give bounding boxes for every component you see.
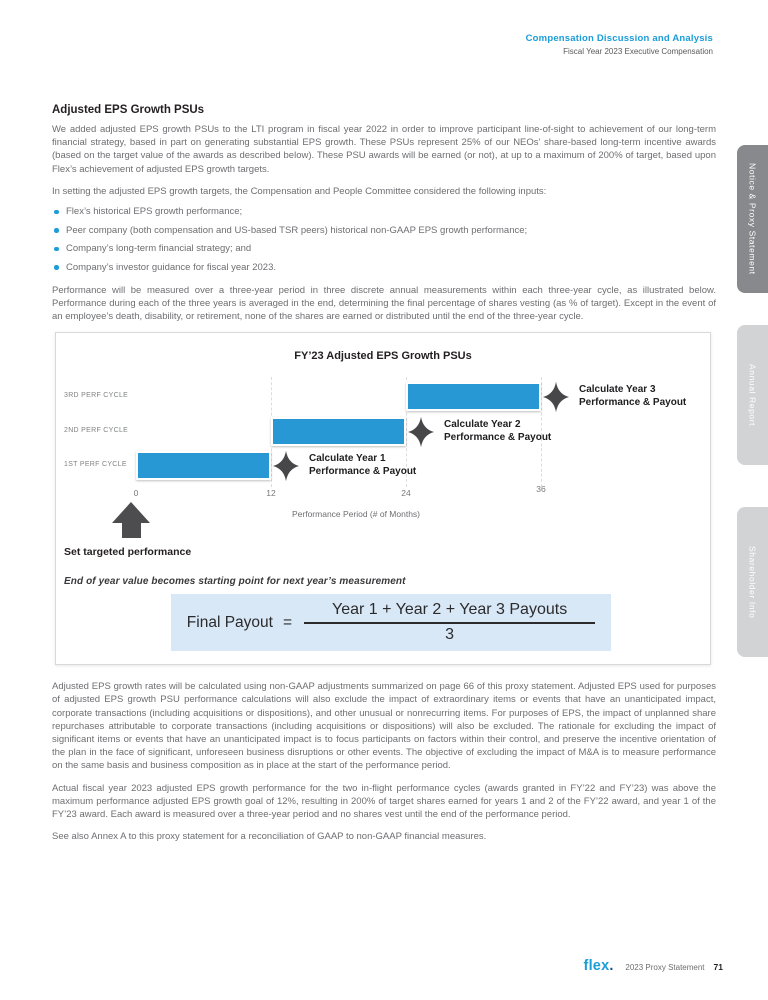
section-title: Compensation Discussion and Analysis xyxy=(525,33,713,44)
up-arrow-icon xyxy=(112,502,150,523)
callout-line: Calculate Year 3 xyxy=(579,384,656,396)
sparkle-icon xyxy=(543,381,569,413)
sidebar-tab-label: Notice & Proxy Statement xyxy=(747,163,758,275)
formula-equals: = xyxy=(282,613,293,631)
formula-numerator: Year 1 + Year 2 + Year 3 Payouts xyxy=(304,601,595,624)
inputs-bullet-list xyxy=(54,205,716,274)
paragraph-actual-performance: Actual fiscal year 2023 adjusted EPS growth performance for the two in-flight performance cycles (awards granted in FY’22 and FY’23) was above the maximum performance adjusted EPS growth goal of 12%, resulting in 200% of target shares earned for years 1 and 2 of the FY’22 award, and year 1 of the FY’23 award. Each award is measured over a three-year period and no shares vest until the end of the performance period. xyxy=(52,782,716,820)
bar-3rd-perf-cycle xyxy=(406,382,541,411)
page-footer xyxy=(584,957,723,975)
flex-logo: flex. xyxy=(583,958,614,974)
figure-note: End of year value becomes starting point for next year’s measurement xyxy=(64,576,406,588)
page-number: 71 xyxy=(713,962,723,972)
category-label-1st-cycle: 1ST PERF CYCLE xyxy=(64,461,127,469)
bar-2nd-perf-cycle xyxy=(271,417,406,446)
x-tick-36: 36 xyxy=(536,484,546,495)
page-title: Adjusted EPS Growth PSUs xyxy=(52,104,205,116)
chart-title: FY’23 Adjusted EPS Growth PSUs xyxy=(294,350,472,363)
list-item: Company’s investor guidance for fiscal year 2023. xyxy=(54,261,716,274)
sidebar-tab-label: Shareholder Info xyxy=(747,545,758,619)
sidebar-tab-notice-proxy[interactable] xyxy=(737,145,768,293)
footer-document-label: 2023 Proxy Statement xyxy=(625,963,705,972)
callout-line: Calculate Year 1 xyxy=(309,453,386,465)
section-subtitle: Fiscal Year 2023 Executive Compensation xyxy=(563,47,713,56)
sparkle-icon xyxy=(273,450,299,482)
callout-line: Performance & Payout xyxy=(444,432,552,444)
callout-year-1 xyxy=(309,452,416,478)
final-payout-formula-box xyxy=(171,594,611,651)
paragraph-measurement: Performance will be measured over a three-year period in three discrete annual measurements within each three-year cycle, as illustrated below. Performance during each of the three years is averaged in the end, determining the final percentage of shares vesting (as % of target). Except in the event of an employee’s death, disability, or retirement, none of the shares are earned or distributed until the end of the three-year cycle. xyxy=(52,284,716,322)
callout-line: Performance & Payout xyxy=(579,397,687,409)
paragraph-inputs-lead: In setting the adjusted EPS growth targets, the Compensation and People Committee considered the following inputs: xyxy=(52,185,547,197)
paragraph-annex-reference: See also Annex A to this proxy statement for a reconciliation of GAAP to non-GAAP financial measures. xyxy=(52,831,487,843)
x-tick-24: 24 xyxy=(401,488,411,499)
sparkle-icon xyxy=(408,416,434,448)
callout-year-2 xyxy=(444,418,551,444)
list-item: Flex’s historical EPS growth performance; xyxy=(54,205,716,218)
sidebar-tab-annual-report[interactable] xyxy=(737,325,768,465)
formula-fraction xyxy=(304,601,595,644)
callout-year-3 xyxy=(579,383,686,409)
category-label-3rd-cycle: 3RD PERF CYCLE xyxy=(64,392,129,400)
list-item: Peer company (both compensation and US-based TSR peers) historical non-GAAP EPS growth performance; xyxy=(54,224,716,237)
page-header xyxy=(526,33,713,56)
flex-logo-dot: . xyxy=(609,958,614,974)
main-content xyxy=(52,104,716,852)
callout-line: Performance & Payout xyxy=(309,466,417,478)
list-item: Company’s long-term financial strategy; and xyxy=(54,242,716,255)
paragraph-intro: We added adjusted EPS growth PSUs to the LTI program in fiscal year 2022 in order to improve participant line-of-sight to achievement of our long-term financial strategy, based in part on generating substantial EPS growth. These PSUs represent 25% of our NEOs’ share-based long-term incentive awards (based on the target value of the awards as described below). These PSU awards will be earned (or not), at up to a maximum of 200% of target, based upon Flex’s achievement of adjusted EPS growth targets. xyxy=(52,124,716,175)
category-label-2nd-cycle: 2ND PERF CYCLE xyxy=(64,427,129,435)
set-targeted-performance-label: Set targeted performance xyxy=(64,546,192,559)
sidebar-tab-label: Annual Report xyxy=(747,363,758,427)
final-payout-formula xyxy=(187,601,595,644)
bar-1st-perf-cycle xyxy=(136,451,271,480)
paragraph-adjustments: Adjusted EPS growth rates will be calculated using non-GAAP adjustments summarized on page 66 of this proxy statement. Adjusted EPS used for purposes of adjusted EPS growth PSU performance calculations will also exclude the impact of extraordinary items or events that have an unanticipated impact, corporate transactions (including acquisitions or dispositions), and other unusual or nonrecurring items. For purposes of EPS, the impact of unplanned share repurchases attributable to corporate transactions (including acquisitions or dispositions) will also be excluded. The rationale for excluding the impact of significant items or events that have an unanticipated impact is to focus participants on factors within their control, and preserve the incentive orientation of the plan in the face of significant, unforeseen business disruptions or other events. The objective of excluding the impact of M&A is to measure performance on the same basis and business composition as in place at the start of the performance period. xyxy=(52,681,716,772)
up-arrow-stem xyxy=(122,523,141,538)
formula-denominator: 3 xyxy=(445,626,455,644)
formula-lhs: Final Payout xyxy=(186,613,273,631)
callout-line: Calculate Year 2 xyxy=(444,419,521,431)
x-tick-12: 12 xyxy=(266,488,276,499)
sidebar-tab-shareholder-info[interactable] xyxy=(737,507,768,657)
eps-growth-psu-figure xyxy=(55,332,711,665)
x-axis-label: Performance Period (# of Months) xyxy=(291,509,421,520)
x-tick-0: 0 xyxy=(133,488,139,499)
